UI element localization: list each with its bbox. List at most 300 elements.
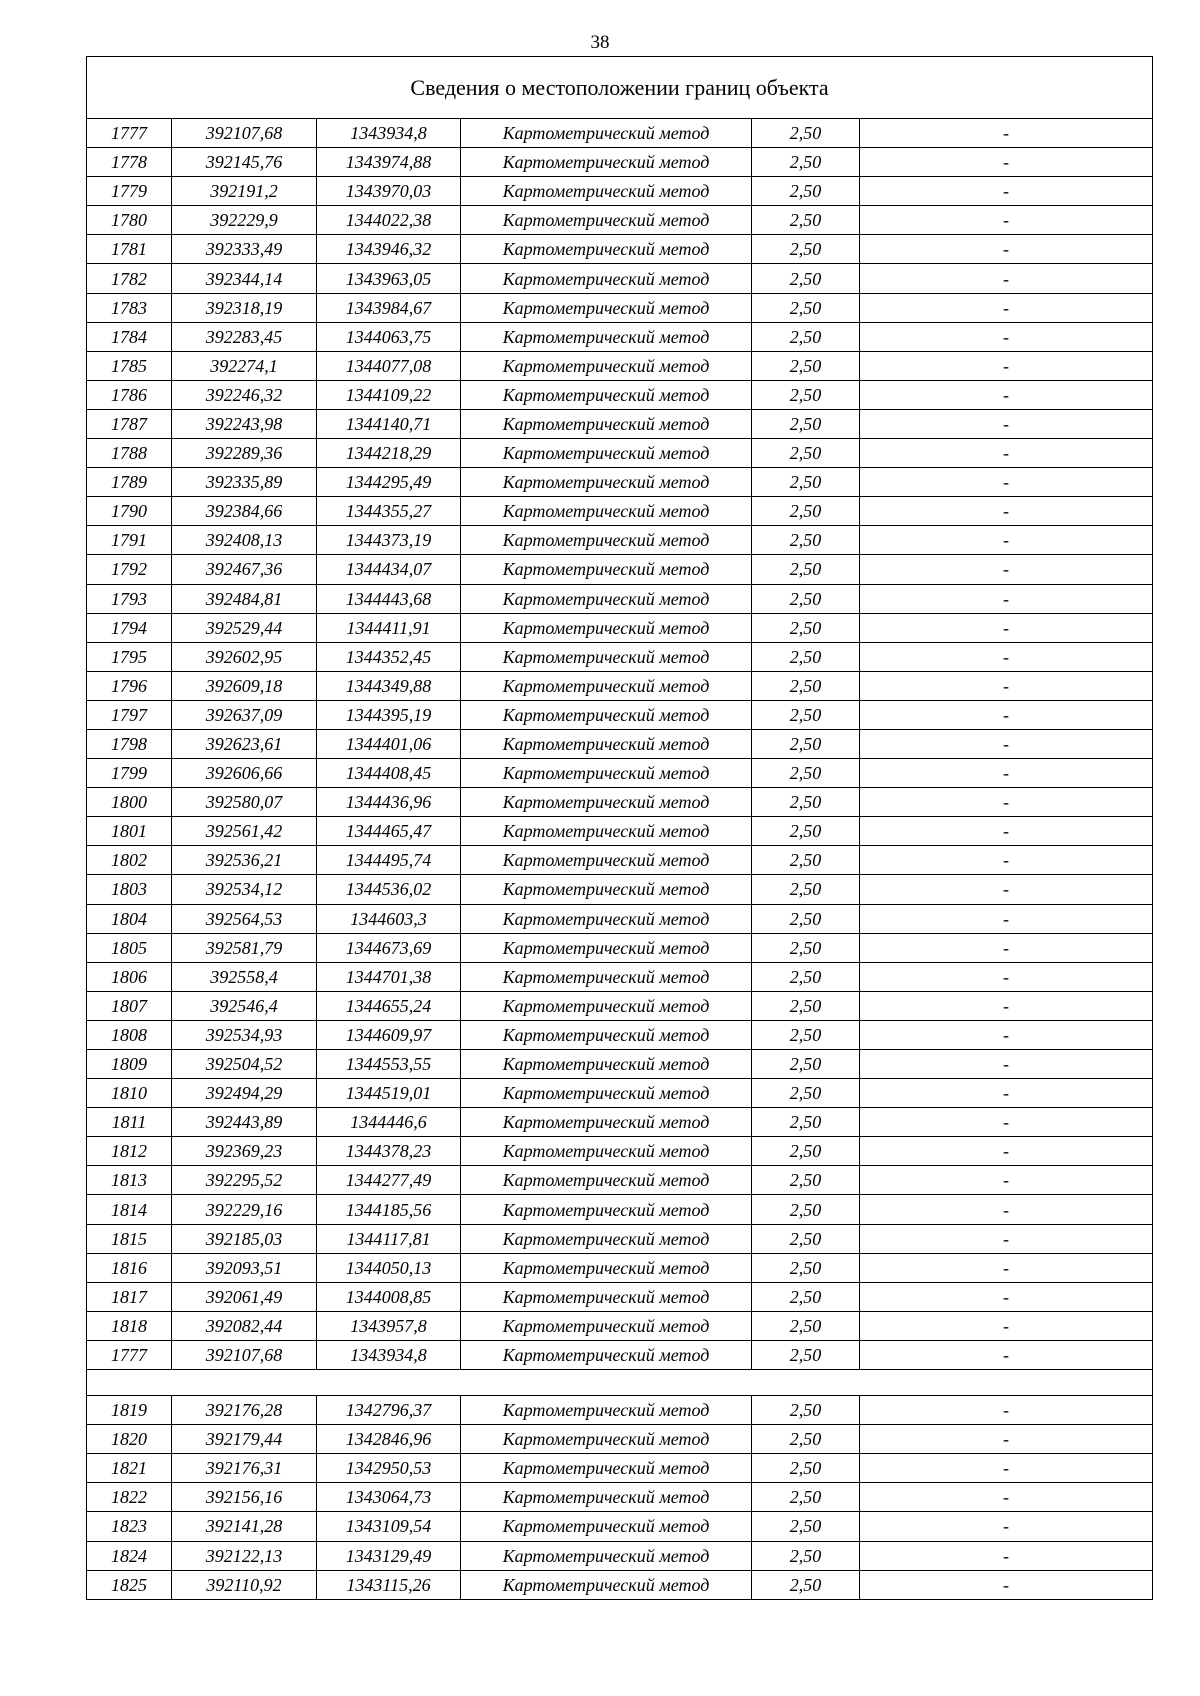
table-row bbox=[87, 1570, 1153, 1599]
note-cell: - bbox=[860, 177, 1153, 206]
table-row bbox=[87, 1396, 1153, 1425]
method-cell: Картометрический метод bbox=[461, 933, 752, 962]
x-coordinate-cell: 392369,23 bbox=[172, 1137, 317, 1166]
accuracy-cell: 2,50 bbox=[752, 729, 860, 758]
note-cell: - bbox=[860, 1020, 1153, 1049]
note-cell: - bbox=[860, 1108, 1153, 1137]
point-number-cell: 1796 bbox=[87, 671, 172, 700]
y-coordinate-cell: 1344117,81 bbox=[317, 1224, 461, 1253]
method-cell: Картометрический метод bbox=[461, 380, 752, 409]
point-number-cell: 1812 bbox=[87, 1137, 172, 1166]
point-number-cell: 1823 bbox=[87, 1512, 172, 1541]
note-cell: - bbox=[860, 1454, 1153, 1483]
point-number-cell: 1810 bbox=[87, 1079, 172, 1108]
point-number-cell: 1782 bbox=[87, 264, 172, 293]
x-coordinate-cell: 392558,4 bbox=[172, 962, 317, 991]
accuracy-cell: 2,50 bbox=[752, 1224, 860, 1253]
note-cell: - bbox=[860, 264, 1153, 293]
accuracy-cell: 2,50 bbox=[752, 700, 860, 729]
y-coordinate-cell: 1344022,38 bbox=[317, 206, 461, 235]
accuracy-cell: 2,50 bbox=[752, 1108, 860, 1137]
accuracy-cell: 2,50 bbox=[752, 1340, 860, 1369]
accuracy-cell: 2,50 bbox=[752, 671, 860, 700]
method-cell: Картометрический метод bbox=[461, 1224, 752, 1253]
y-coordinate-cell: 1344655,24 bbox=[317, 991, 461, 1020]
point-number-cell: 1786 bbox=[87, 380, 172, 409]
table-row bbox=[87, 380, 1153, 409]
accuracy-cell: 2,50 bbox=[752, 817, 860, 846]
x-coordinate-cell: 392191,2 bbox=[172, 177, 317, 206]
note-cell: - bbox=[860, 1396, 1153, 1425]
x-coordinate-cell: 392145,76 bbox=[172, 148, 317, 177]
point-number-cell: 1788 bbox=[87, 439, 172, 468]
y-coordinate-cell: 1342950,53 bbox=[317, 1454, 461, 1483]
accuracy-cell: 2,50 bbox=[752, 177, 860, 206]
note-cell: - bbox=[860, 409, 1153, 438]
table-title-row bbox=[87, 57, 1153, 119]
accuracy-cell: 2,50 bbox=[752, 613, 860, 642]
method-cell: Картометрический метод bbox=[461, 439, 752, 468]
table-row bbox=[87, 1340, 1153, 1369]
note-cell: - bbox=[860, 1512, 1153, 1541]
accuracy-cell: 2,50 bbox=[752, 468, 860, 497]
x-coordinate-cell: 392443,89 bbox=[172, 1108, 317, 1137]
x-coordinate-cell: 392344,14 bbox=[172, 264, 317, 293]
y-coordinate-cell: 1344443,68 bbox=[317, 584, 461, 613]
note-cell: - bbox=[860, 1541, 1153, 1570]
point-number-cell: 1815 bbox=[87, 1224, 172, 1253]
method-cell: Картометрический метод bbox=[461, 293, 752, 322]
note-cell: - bbox=[860, 875, 1153, 904]
table-row bbox=[87, 1253, 1153, 1282]
method-cell: Картометрический метод bbox=[461, 1282, 752, 1311]
table-row bbox=[87, 1483, 1153, 1512]
x-coordinate-cell: 392318,19 bbox=[172, 293, 317, 322]
table-title: Сведения о местоположении границ объекта bbox=[87, 57, 1153, 119]
table-row bbox=[87, 642, 1153, 671]
point-number-cell: 1791 bbox=[87, 526, 172, 555]
y-coordinate-cell: 1343984,67 bbox=[317, 293, 461, 322]
point-number-cell: 1814 bbox=[87, 1195, 172, 1224]
y-coordinate-cell: 1344277,49 bbox=[317, 1166, 461, 1195]
method-cell: Картометрический метод bbox=[461, 759, 752, 788]
y-coordinate-cell: 1344109,22 bbox=[317, 380, 461, 409]
note-cell: - bbox=[860, 817, 1153, 846]
table-row bbox=[87, 788, 1153, 817]
point-number-cell: 1822 bbox=[87, 1483, 172, 1512]
note-cell: - bbox=[860, 555, 1153, 584]
accuracy-cell: 2,50 bbox=[752, 642, 860, 671]
point-number-cell: 1802 bbox=[87, 846, 172, 875]
note-cell: - bbox=[860, 991, 1153, 1020]
note-cell: - bbox=[860, 1311, 1153, 1340]
x-coordinate-cell: 392229,9 bbox=[172, 206, 317, 235]
note-cell: - bbox=[860, 904, 1153, 933]
note-cell: - bbox=[860, 235, 1153, 264]
point-number-cell: 1804 bbox=[87, 904, 172, 933]
x-coordinate-cell: 392637,09 bbox=[172, 700, 317, 729]
method-cell: Картометрический метод bbox=[461, 1050, 752, 1079]
note-cell: - bbox=[860, 759, 1153, 788]
table-row bbox=[87, 526, 1153, 555]
method-cell: Картометрический метод bbox=[461, 1454, 752, 1483]
y-coordinate-cell: 1344411,91 bbox=[317, 613, 461, 642]
x-coordinate-cell: 392335,89 bbox=[172, 468, 317, 497]
method-cell: Картометрический метод bbox=[461, 1340, 752, 1369]
note-cell: - bbox=[860, 293, 1153, 322]
note-cell: - bbox=[860, 846, 1153, 875]
accuracy-cell: 2,50 bbox=[752, 1396, 860, 1425]
y-coordinate-cell: 1343934,8 bbox=[317, 1340, 461, 1369]
accuracy-cell: 2,50 bbox=[752, 1570, 860, 1599]
y-coordinate-cell: 1344395,19 bbox=[317, 700, 461, 729]
x-coordinate-cell: 392504,52 bbox=[172, 1050, 317, 1079]
accuracy-cell: 2,50 bbox=[752, 351, 860, 380]
table-row bbox=[87, 439, 1153, 468]
table-row bbox=[87, 817, 1153, 846]
accuracy-cell: 2,50 bbox=[752, 904, 860, 933]
table-row bbox=[87, 409, 1153, 438]
y-coordinate-cell: 1344352,45 bbox=[317, 642, 461, 671]
method-cell: Картометрический метод bbox=[461, 613, 752, 642]
method-cell: Картометрический метод bbox=[461, 555, 752, 584]
y-coordinate-cell: 1344701,38 bbox=[317, 962, 461, 991]
y-coordinate-cell: 1344434,07 bbox=[317, 555, 461, 584]
point-number-cell: 1798 bbox=[87, 729, 172, 758]
table-row bbox=[87, 759, 1153, 788]
note-cell: - bbox=[860, 468, 1153, 497]
accuracy-cell: 2,50 bbox=[752, 1311, 860, 1340]
accuracy-cell: 2,50 bbox=[752, 1020, 860, 1049]
note-cell: - bbox=[860, 206, 1153, 235]
method-cell: Картометрический метод bbox=[461, 235, 752, 264]
note-cell: - bbox=[860, 439, 1153, 468]
accuracy-cell: 2,50 bbox=[752, 962, 860, 991]
method-cell: Картометрический метод bbox=[461, 1195, 752, 1224]
table-row bbox=[87, 1166, 1153, 1195]
point-number-cell: 1811 bbox=[87, 1108, 172, 1137]
accuracy-cell: 2,50 bbox=[752, 788, 860, 817]
note-cell: - bbox=[860, 642, 1153, 671]
method-cell: Картометрический метод bbox=[461, 1483, 752, 1512]
method-cell: Картометрический метод bbox=[461, 1512, 752, 1541]
point-number-cell: 1818 bbox=[87, 1311, 172, 1340]
accuracy-cell: 2,50 bbox=[752, 875, 860, 904]
method-cell: Картометрический метод bbox=[461, 991, 752, 1020]
table-row bbox=[87, 1224, 1153, 1253]
table-row bbox=[87, 1020, 1153, 1049]
x-coordinate-cell: 392606,66 bbox=[172, 759, 317, 788]
method-cell: Картометрический метод bbox=[461, 177, 752, 206]
x-coordinate-cell: 392333,49 bbox=[172, 235, 317, 264]
table-row bbox=[87, 264, 1153, 293]
method-cell: Картометрический метод bbox=[461, 875, 752, 904]
method-cell: Картометрический метод bbox=[461, 729, 752, 758]
note-cell: - bbox=[860, 119, 1153, 148]
method-cell: Картометрический метод bbox=[461, 700, 752, 729]
method-cell: Картометрический метод bbox=[461, 1253, 752, 1282]
table-row bbox=[87, 119, 1153, 148]
y-coordinate-cell: 1344495,74 bbox=[317, 846, 461, 875]
note-cell: - bbox=[860, 1166, 1153, 1195]
note-cell: - bbox=[860, 1340, 1153, 1369]
accuracy-cell: 2,50 bbox=[752, 1050, 860, 1079]
method-cell: Картометрический метод bbox=[461, 962, 752, 991]
table-row bbox=[87, 1108, 1153, 1137]
table-row bbox=[87, 1541, 1153, 1570]
table-row bbox=[87, 235, 1153, 264]
y-coordinate-cell: 1343109,54 bbox=[317, 1512, 461, 1541]
point-number-cell: 1806 bbox=[87, 962, 172, 991]
x-coordinate-cell: 392295,52 bbox=[172, 1166, 317, 1195]
method-cell: Картометрический метод bbox=[461, 1311, 752, 1340]
method-cell: Картометрический метод bbox=[461, 1020, 752, 1049]
y-coordinate-cell: 1344378,23 bbox=[317, 1137, 461, 1166]
contour-separator-row bbox=[87, 1370, 1153, 1396]
accuracy-cell: 2,50 bbox=[752, 759, 860, 788]
note-cell: - bbox=[860, 1253, 1153, 1282]
page-number: 38 bbox=[590, 32, 610, 53]
point-number-cell: 1787 bbox=[87, 409, 172, 438]
accuracy-cell: 2,50 bbox=[752, 439, 860, 468]
accuracy-cell: 2,50 bbox=[752, 1454, 860, 1483]
point-number-cell: 1824 bbox=[87, 1541, 172, 1570]
boundary-coordinates-table bbox=[86, 56, 1153, 1600]
accuracy-cell: 2,50 bbox=[752, 1425, 860, 1454]
method-cell: Картометрический метод bbox=[461, 1570, 752, 1599]
x-coordinate-cell: 392384,66 bbox=[172, 497, 317, 526]
x-coordinate-cell: 392408,13 bbox=[172, 526, 317, 555]
note-cell: - bbox=[860, 497, 1153, 526]
table-body bbox=[87, 57, 1153, 1600]
y-coordinate-cell: 1344063,75 bbox=[317, 322, 461, 351]
x-coordinate-cell: 392243,98 bbox=[172, 409, 317, 438]
y-coordinate-cell: 1344436,96 bbox=[317, 788, 461, 817]
accuracy-cell: 2,50 bbox=[752, 293, 860, 322]
table-row bbox=[87, 351, 1153, 380]
table-row bbox=[87, 1311, 1153, 1340]
note-cell: - bbox=[860, 729, 1153, 758]
method-cell: Картометрический метод bbox=[461, 526, 752, 555]
table-row bbox=[87, 1454, 1153, 1483]
accuracy-cell: 2,50 bbox=[752, 148, 860, 177]
y-coordinate-cell: 1344519,01 bbox=[317, 1079, 461, 1108]
table-row bbox=[87, 1079, 1153, 1108]
accuracy-cell: 2,50 bbox=[752, 933, 860, 962]
table-row bbox=[87, 1195, 1153, 1224]
y-coordinate-cell: 1344355,27 bbox=[317, 497, 461, 526]
method-cell: Картометрический метод bbox=[461, 788, 752, 817]
y-coordinate-cell: 1343934,8 bbox=[317, 119, 461, 148]
table-row bbox=[87, 1137, 1153, 1166]
table-row bbox=[87, 322, 1153, 351]
method-cell: Картометрический метод bbox=[461, 409, 752, 438]
point-number-cell: 1784 bbox=[87, 322, 172, 351]
note-cell: - bbox=[860, 1425, 1153, 1454]
point-number-cell: 1808 bbox=[87, 1020, 172, 1049]
y-coordinate-cell: 1344446,6 bbox=[317, 1108, 461, 1137]
table-row bbox=[87, 177, 1153, 206]
note-cell: - bbox=[860, 322, 1153, 351]
separator-cell bbox=[87, 1370, 1153, 1396]
y-coordinate-cell: 1344408,45 bbox=[317, 759, 461, 788]
point-number-cell: 1777 bbox=[87, 119, 172, 148]
point-number-cell: 1790 bbox=[87, 497, 172, 526]
point-number-cell: 1789 bbox=[87, 468, 172, 497]
y-coordinate-cell: 1344185,56 bbox=[317, 1195, 461, 1224]
accuracy-cell: 2,50 bbox=[752, 991, 860, 1020]
accuracy-cell: 2,50 bbox=[752, 380, 860, 409]
accuracy-cell: 2,50 bbox=[752, 235, 860, 264]
table-row bbox=[87, 875, 1153, 904]
point-number-cell: 1797 bbox=[87, 700, 172, 729]
table-row bbox=[87, 700, 1153, 729]
y-coordinate-cell: 1343974,88 bbox=[317, 148, 461, 177]
y-coordinate-cell: 1344140,71 bbox=[317, 409, 461, 438]
method-cell: Картометрический метод bbox=[461, 264, 752, 293]
method-cell: Картометрический метод bbox=[461, 497, 752, 526]
method-cell: Картометрический метод bbox=[461, 119, 752, 148]
point-number-cell: 1805 bbox=[87, 933, 172, 962]
x-coordinate-cell: 392534,93 bbox=[172, 1020, 317, 1049]
y-coordinate-cell: 1344609,97 bbox=[317, 1020, 461, 1049]
method-cell: Картометрический метод bbox=[461, 1541, 752, 1570]
note-cell: - bbox=[860, 933, 1153, 962]
x-coordinate-cell: 392122,13 bbox=[172, 1541, 317, 1570]
y-coordinate-cell: 1342796,37 bbox=[317, 1396, 461, 1425]
point-number-cell: 1825 bbox=[87, 1570, 172, 1599]
table-row bbox=[87, 962, 1153, 991]
table-row bbox=[87, 904, 1153, 933]
accuracy-cell: 2,50 bbox=[752, 206, 860, 235]
point-number-cell: 1813 bbox=[87, 1166, 172, 1195]
point-number-cell: 1795 bbox=[87, 642, 172, 671]
x-coordinate-cell: 392229,16 bbox=[172, 1195, 317, 1224]
y-coordinate-cell: 1344008,85 bbox=[317, 1282, 461, 1311]
accuracy-cell: 2,50 bbox=[752, 1166, 860, 1195]
y-coordinate-cell: 1344465,47 bbox=[317, 817, 461, 846]
point-number-cell: 1816 bbox=[87, 1253, 172, 1282]
point-number-cell: 1779 bbox=[87, 177, 172, 206]
table-row bbox=[87, 613, 1153, 642]
point-number-cell: 1777 bbox=[87, 1340, 172, 1369]
method-cell: Картометрический метод bbox=[461, 904, 752, 933]
x-coordinate-cell: 392176,31 bbox=[172, 1454, 317, 1483]
y-coordinate-cell: 1343970,03 bbox=[317, 177, 461, 206]
accuracy-cell: 2,50 bbox=[752, 497, 860, 526]
method-cell: Картометрический метод bbox=[461, 1396, 752, 1425]
accuracy-cell: 2,50 bbox=[752, 1079, 860, 1108]
note-cell: - bbox=[860, 1483, 1153, 1512]
point-number-cell: 1800 bbox=[87, 788, 172, 817]
table-row bbox=[87, 933, 1153, 962]
accuracy-cell: 2,50 bbox=[752, 1137, 860, 1166]
x-coordinate-cell: 392580,07 bbox=[172, 788, 317, 817]
note-cell: - bbox=[860, 584, 1153, 613]
x-coordinate-cell: 392082,44 bbox=[172, 1311, 317, 1340]
y-coordinate-cell: 1344673,69 bbox=[317, 933, 461, 962]
accuracy-cell: 2,50 bbox=[752, 264, 860, 293]
note-cell: - bbox=[860, 1137, 1153, 1166]
accuracy-cell: 2,50 bbox=[752, 1541, 860, 1570]
note-cell: - bbox=[860, 788, 1153, 817]
x-coordinate-cell: 392185,03 bbox=[172, 1224, 317, 1253]
method-cell: Картометрический метод bbox=[461, 1079, 752, 1108]
point-number-cell: 1801 bbox=[87, 817, 172, 846]
x-coordinate-cell: 392107,68 bbox=[172, 1340, 317, 1369]
y-coordinate-cell: 1344373,19 bbox=[317, 526, 461, 555]
point-number-cell: 1809 bbox=[87, 1050, 172, 1079]
table-row bbox=[87, 206, 1153, 235]
method-cell: Картометрический метод bbox=[461, 1108, 752, 1137]
note-cell: - bbox=[860, 1224, 1153, 1253]
table-row bbox=[87, 148, 1153, 177]
table-row bbox=[87, 1282, 1153, 1311]
accuracy-cell: 2,50 bbox=[752, 1282, 860, 1311]
point-number-cell: 1793 bbox=[87, 584, 172, 613]
y-coordinate-cell: 1344077,08 bbox=[317, 351, 461, 380]
x-coordinate-cell: 392623,61 bbox=[172, 729, 317, 758]
y-coordinate-cell: 1343957,8 bbox=[317, 1311, 461, 1340]
x-coordinate-cell: 392564,53 bbox=[172, 904, 317, 933]
note-cell: - bbox=[860, 613, 1153, 642]
x-coordinate-cell: 392107,68 bbox=[172, 119, 317, 148]
accuracy-cell: 2,50 bbox=[752, 555, 860, 584]
point-number-cell: 1778 bbox=[87, 148, 172, 177]
point-number-cell: 1794 bbox=[87, 613, 172, 642]
table-row bbox=[87, 584, 1153, 613]
note-cell: - bbox=[860, 351, 1153, 380]
y-coordinate-cell: 1342846,96 bbox=[317, 1425, 461, 1454]
table-row bbox=[87, 1425, 1153, 1454]
y-coordinate-cell: 1344401,06 bbox=[317, 729, 461, 758]
note-cell: - bbox=[860, 1079, 1153, 1108]
point-number-cell: 1817 bbox=[87, 1282, 172, 1311]
point-number-cell: 1792 bbox=[87, 555, 172, 584]
y-coordinate-cell: 1343129,49 bbox=[317, 1541, 461, 1570]
method-cell: Картометрический метод bbox=[461, 1166, 752, 1195]
x-coordinate-cell: 392581,79 bbox=[172, 933, 317, 962]
method-cell: Картометрический метод bbox=[461, 846, 752, 875]
y-coordinate-cell: 1344553,55 bbox=[317, 1050, 461, 1079]
note-cell: - bbox=[860, 700, 1153, 729]
table-row bbox=[87, 555, 1153, 584]
x-coordinate-cell: 392176,28 bbox=[172, 1396, 317, 1425]
y-coordinate-cell: 1343946,32 bbox=[317, 235, 461, 264]
x-coordinate-cell: 392289,36 bbox=[172, 439, 317, 468]
x-coordinate-cell: 392609,18 bbox=[172, 671, 317, 700]
accuracy-cell: 2,50 bbox=[752, 119, 860, 148]
method-cell: Картометрический метод bbox=[461, 642, 752, 671]
method-cell: Картометрический метод bbox=[461, 1425, 752, 1454]
table-row bbox=[87, 497, 1153, 526]
table-row bbox=[87, 468, 1153, 497]
x-coordinate-cell: 392529,44 bbox=[172, 613, 317, 642]
x-coordinate-cell: 392602,95 bbox=[172, 642, 317, 671]
accuracy-cell: 2,50 bbox=[752, 526, 860, 555]
table-row bbox=[87, 671, 1153, 700]
note-cell: - bbox=[860, 526, 1153, 555]
accuracy-cell: 2,50 bbox=[752, 1512, 860, 1541]
y-coordinate-cell: 1344295,49 bbox=[317, 468, 461, 497]
accuracy-cell: 2,50 bbox=[752, 1253, 860, 1282]
y-coordinate-cell: 1344349,88 bbox=[317, 671, 461, 700]
note-cell: - bbox=[860, 671, 1153, 700]
accuracy-cell: 2,50 bbox=[752, 322, 860, 351]
accuracy-cell: 2,50 bbox=[752, 846, 860, 875]
x-coordinate-cell: 392179,44 bbox=[172, 1425, 317, 1454]
method-cell: Картометрический метод bbox=[461, 148, 752, 177]
